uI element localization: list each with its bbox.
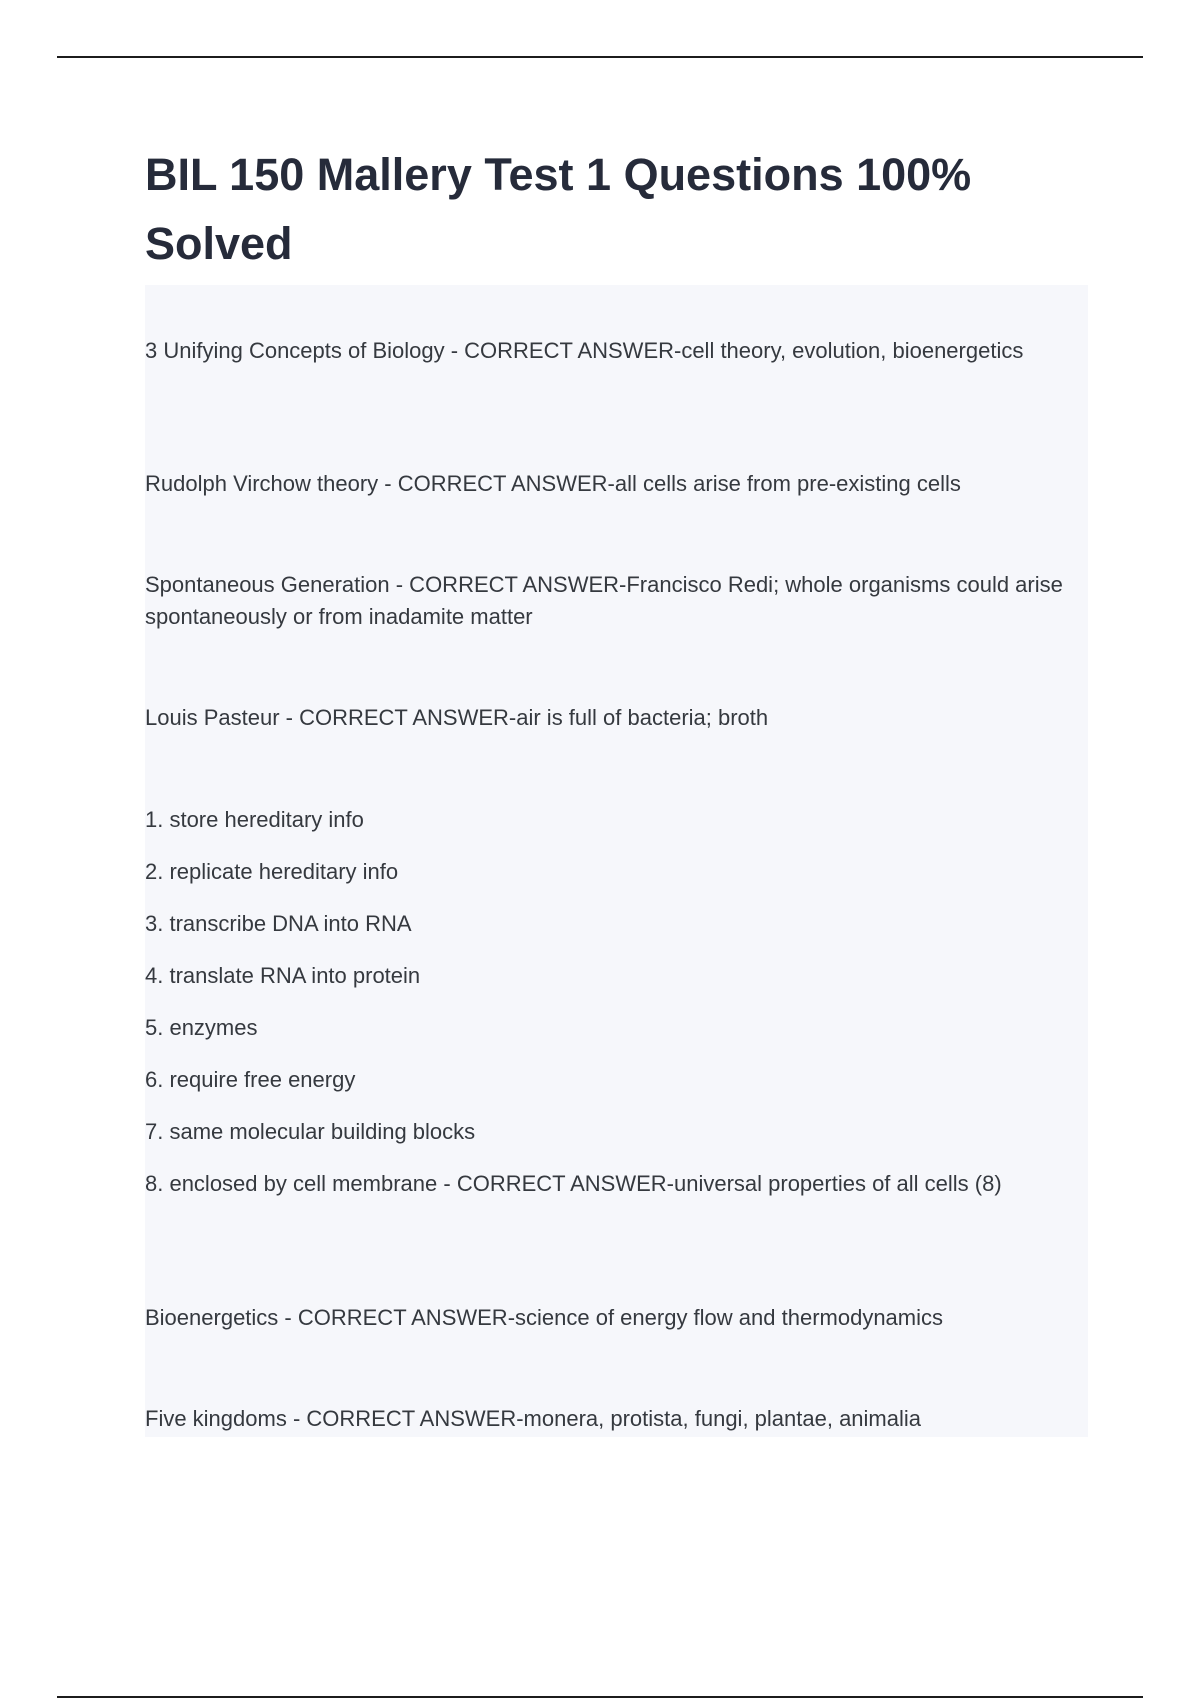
qa-entry-five-kingdoms: Five kingdoms - CORRECT ANSWER-monera, protista, fungi, plantae, animalia xyxy=(145,1406,921,1431)
qa-entry-bioenergetics: Bioenergetics - CORRECT ANSWER-science of energy flow and thermodynamics xyxy=(145,1305,944,1330)
qa-entry-unifying-concepts: 3 Unifying Concepts of Biology - CORRECT ANSWER-cell theory, evolution, bioenergetics xyxy=(145,338,1024,363)
qa-entry-spontaneous-generation: Spontaneous Generation - CORRECT ANSWER-Francisco Redi; whole organisms could arise spontaneously or from inadamite matter xyxy=(145,572,1063,629)
qa-entry-pasteur: Louis Pasteur - CORRECT ANSWER-air is full of bacteria; broth xyxy=(145,705,769,730)
bottom-rule xyxy=(57,1696,1143,1698)
list-item: 5. enzymes xyxy=(145,1015,258,1040)
list-item: 1. store hereditary info xyxy=(145,807,364,832)
list-item: 6. require free energy xyxy=(145,1067,356,1092)
document-title: BIL 150 Mallery Test 1 Questions 100% Solved xyxy=(145,149,972,269)
top-rule xyxy=(57,56,1143,58)
list-item: 4. translate RNA into protein xyxy=(145,963,421,988)
list-item: 7. same molecular building blocks xyxy=(145,1119,476,1144)
qa-entry-virchow: Rudolph Virchow theory - CORRECT ANSWER-all cells arise from pre-existing cells xyxy=(145,471,961,496)
qa-content-area xyxy=(145,285,1088,1437)
list-item: 2. replicate hereditary info xyxy=(145,859,399,884)
list-item: 3. transcribe DNA into RNA xyxy=(145,911,412,936)
list-item: 8. enclosed by cell membrane - CORRECT ANSWER-universal properties of all cells (8) xyxy=(145,1171,1002,1196)
